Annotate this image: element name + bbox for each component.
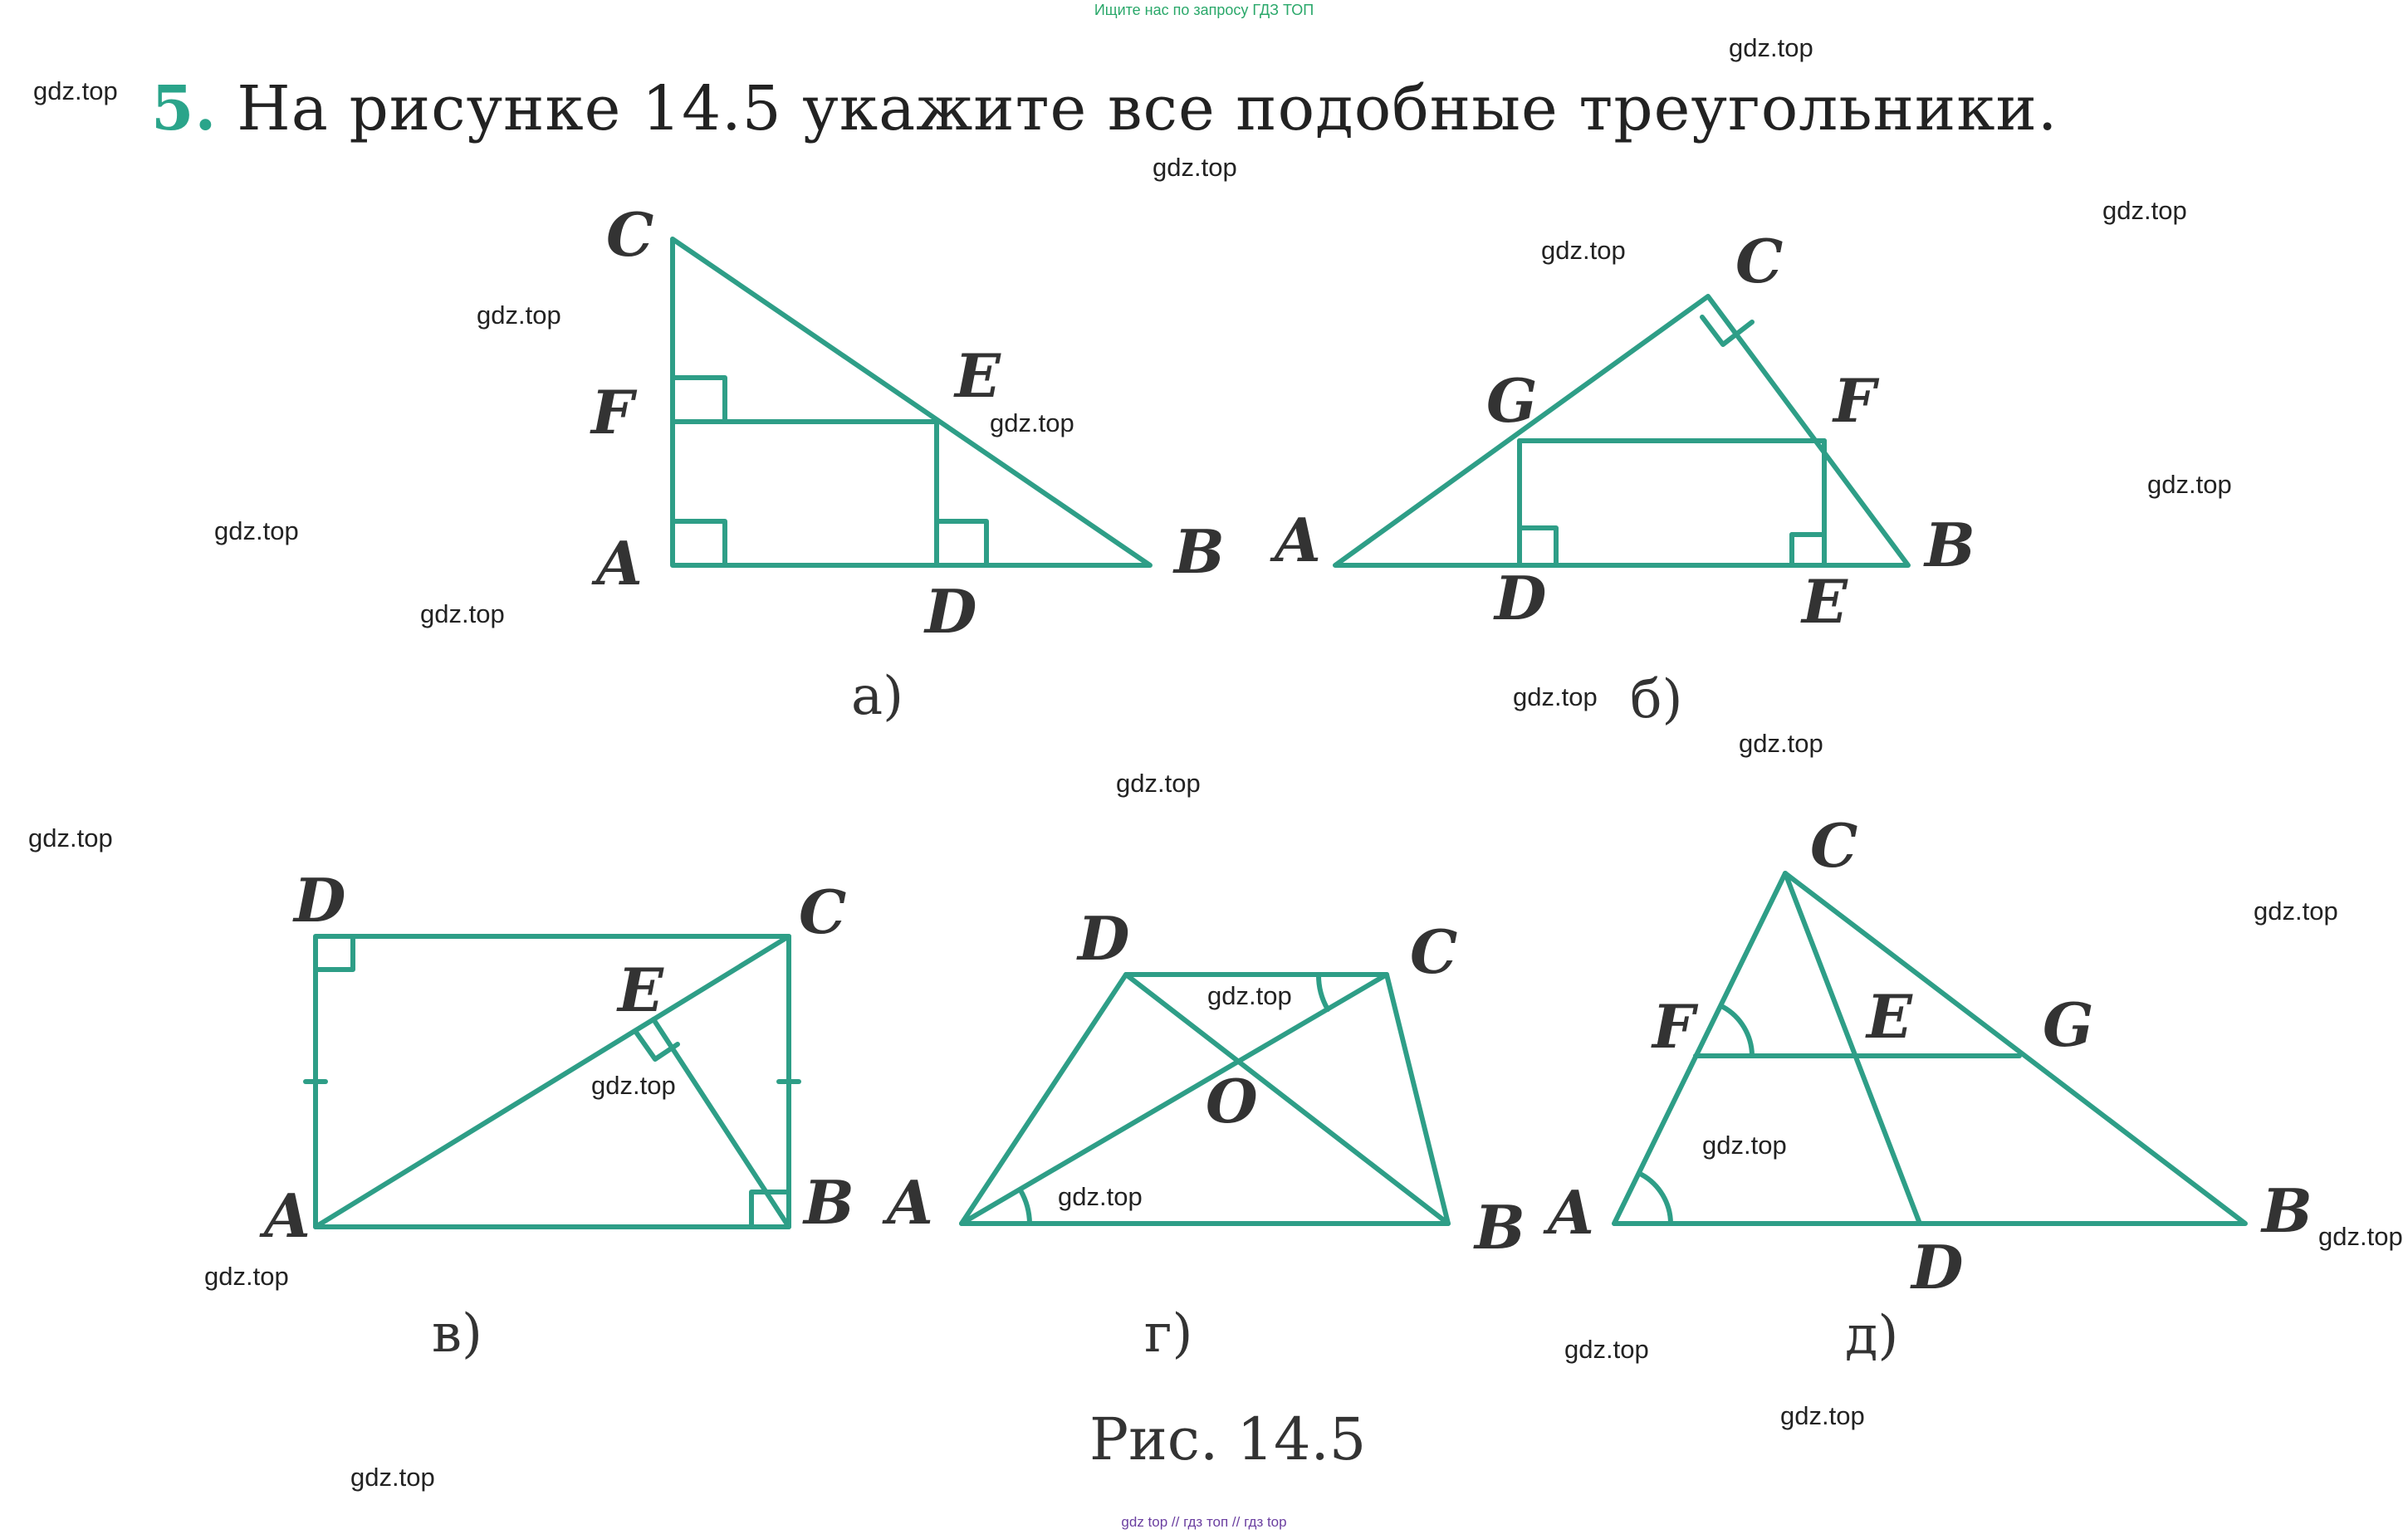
watermark: gdz.top	[1207, 981, 1292, 1010]
watermark: gdz.top	[1729, 33, 1813, 62]
label-D: D	[1495, 563, 1547, 633]
label-C: C	[1735, 226, 1784, 296]
footer-links[interactable]: gdz top // гдз топ // гдз top	[1121, 1514, 1287, 1530]
top-banner[interactable]: Ищите нас по запросу ГДЗ ТОП	[1094, 2, 1314, 18]
figure-c-labels	[259, 865, 854, 1365]
label-B: B	[1925, 510, 1975, 580]
watermark: gdz.top	[350, 1463, 435, 1492]
figure-b-lines	[1335, 296, 1908, 565]
watermark: gdz.top	[28, 823, 113, 852]
label-F: F	[1833, 365, 1877, 436]
watermark: gdz.top	[591, 1071, 676, 1100]
figure-c-lines	[306, 936, 799, 1227]
label-C: C	[606, 199, 654, 270]
figure-a-lines	[673, 239, 1150, 565]
subfigure-label-e: д)	[1845, 1305, 1899, 1366]
subfigure-label-c: в)	[432, 1303, 482, 1365]
label-F: F	[1652, 991, 1696, 1062]
label-D: D	[1078, 903, 1130, 974]
subfigure-label-d: г)	[1144, 1303, 1193, 1365]
problem-number: 5.	[151, 73, 218, 144]
watermark: gdz.top	[2318, 1222, 2403, 1251]
label-D: D	[925, 576, 977, 647]
figure-caption: Рис. 14.5	[1089, 1405, 1367, 1473]
watermark: gdz.top	[1564, 1335, 1649, 1364]
label-B: B	[1174, 516, 1225, 587]
label-C: C	[1810, 810, 1858, 881]
watermark: gdz.top	[214, 516, 299, 545]
watermark: gdz.top	[1702, 1131, 1787, 1160]
watermark: gdz.top	[204, 1262, 289, 1291]
label-E: E	[955, 340, 1001, 411]
label-A: A	[887, 1167, 933, 1238]
label-G: G	[1486, 365, 1538, 436]
label-D: D	[1911, 1232, 1964, 1302]
label-F: F	[591, 377, 634, 447]
watermark: gdz.top	[2147, 470, 2232, 499]
watermark: gdz.top	[1739, 729, 1823, 758]
watermark: gdz.top	[33, 76, 118, 105]
watermark: gdz.top	[477, 300, 561, 330]
subfigure-label-a: а)	[851, 666, 904, 727]
watermark: gdz.top	[420, 599, 505, 628]
watermark: gdz.top	[1116, 769, 1201, 798]
figure-e-labels	[1543, 810, 2313, 1366]
label-G: G	[2043, 989, 2094, 1060]
label-A: A	[264, 1180, 311, 1251]
watermark: gdz.top	[1153, 153, 1237, 182]
label-A: A	[1275, 505, 1321, 575]
watermark: gdz.top	[2254, 896, 2338, 926]
label-C: C	[799, 877, 847, 947]
watermark: gdz.top	[1513, 682, 1598, 711]
figure-e-lines	[1614, 873, 2245, 1224]
label-E: E	[1867, 981, 1912, 1052]
watermark: gdz.top	[1058, 1182, 1143, 1211]
problem-text: На рисунке 14.5 укажите все подобные треугольники.	[237, 73, 2058, 144]
label-B: B	[804, 1167, 854, 1238]
label-E: E	[1802, 566, 1848, 637]
watermark: gdz.top	[1541, 236, 1626, 265]
label-A: A	[596, 528, 643, 598]
label-B: B	[2262, 1175, 2313, 1246]
figure-d-lines	[962, 975, 1448, 1224]
subfigure-label-b: б)	[1630, 669, 1683, 730]
label-C: C	[1410, 916, 1458, 987]
watermark: gdz.top	[2102, 196, 2187, 225]
label-D: D	[294, 865, 346, 936]
label-B: B	[1475, 1192, 1525, 1263]
label-O: O	[1206, 1066, 1258, 1136]
watermark: gdz.top	[1780, 1401, 1865, 1430]
label-A: A	[1548, 1177, 1594, 1248]
watermark: gdz.top	[990, 408, 1074, 437]
label-E: E	[618, 955, 663, 1025]
figure-a-labels	[590, 199, 1225, 727]
figure-b-labels	[1270, 226, 1975, 730]
